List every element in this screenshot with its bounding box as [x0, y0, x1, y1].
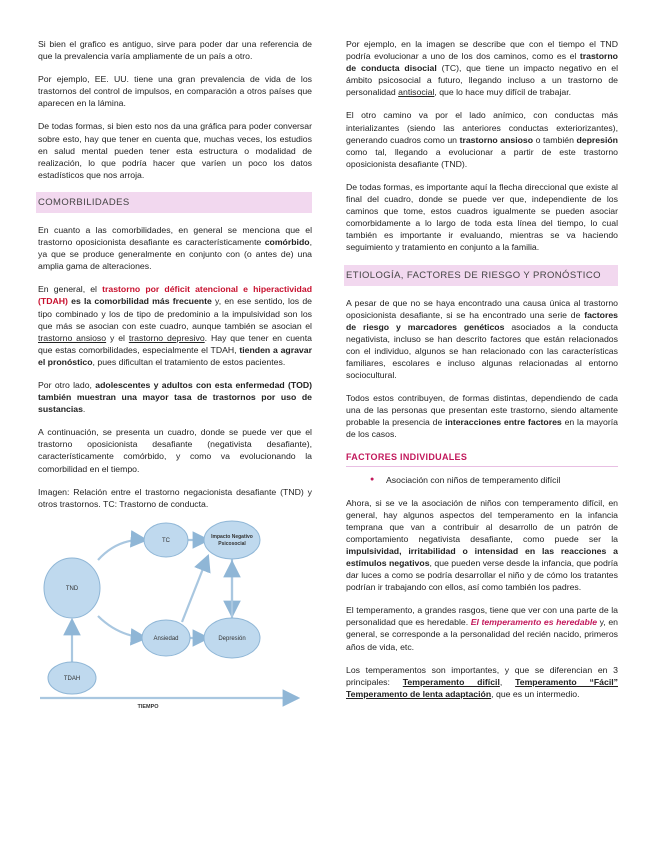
paragraph: Todos estos contribuyen, de formas distintas, dependiendo de cada una de las personas que presentan este trastorno, siendo altamente probable la presencia de interacciones entre factores en la mayoría de los casos. [346, 393, 618, 440]
left-column [38, 38, 312, 708]
arrow-tnd-tc [98, 540, 146, 560]
arrow-tnd-ansiedad [98, 616, 146, 638]
paragraph: Por ejemplo, EE. UU. tiene una gran prevalencia de vida de los trastornos del control de impulsos, en comparación a otros países que aparecen en la lámina. [38, 74, 312, 109]
node-label: Psicosocial [218, 540, 246, 547]
paragraph: El otro camino va por el lado anímico, con conductas más interializantes (siendo las anteriores conductas exteriorizantes), generando cuadros como un trastorno ansioso o también depresión como tal, llegando a evolucionar a partir de este trastorno oposicionista desafiante (TND). [346, 110, 618, 169]
node-label: TDAH [63, 675, 81, 682]
paragraph: Los temperamentos son importantes, y que se diferencian en 3 principales: Temperamento difícil, Temperamento “Fácil” Temperamento de lenta adaptación, que es un intermedio. [346, 664, 619, 699]
paragraph: A continuación, se presenta un cuadro, donde se puede ver que el trastorno oposicionista desafiante (negativista desafiante), característicamente comórbido, y como va evolucionando la comorbilidad en el tiempo. [38, 427, 312, 474]
node-label: TND [65, 585, 79, 592]
paragraph: De todas formas, es importante aquí la flecha direccional que existe al final del cuadro, donde se puede ver que, independiente de los caminos que tome, estos cuadros igualmente se pueden asociar comorbidamente a lo largo de toda esta línea del tiempo, lo cual también es importante ir evaluando, mientras se va haciendo seguimiento y tratamiento en conjunto a la familia. [346, 181, 618, 253]
comorbidity-diagram [38, 518, 308, 708]
paragraph: Si bien el grafico es antiguo, sirve para poder dar una referencia de que la prevalencia varía ampliamente de un país a otro. [38, 39, 312, 62]
arrow-ansiedad-impacto [182, 556, 208, 622]
node-label: Depresión [218, 635, 246, 642]
paragraph: Ahora, si se ve la asociación de niños con temperamento difícil, en general, hay algunos aspectos del temperamento en la infancia temprana que van a contribuir al desarrollo de un patrón de comportamiento negativista desafiante, como puede ser la impulsividad, irritabilidad o intensidad en las reacciones a estímulos negativos, que pueden verse desde la infancia, que podría dar luces a como se podría desarrollar el niño y de cómo los tratantes podrían ir trabajando con ellos, así como también los padres. [346, 497, 618, 593]
paragraph: En cuanto a las comorbilidades, en general se menciona que el trastorno oposicionista desafiante es característicamente comórbido, ya que se produce generalmente en conjunto con (o antes de) una amplia gama de alteraciones. [38, 224, 312, 272]
subsection-heading: FACTORES INDIVIDUALES [346, 452, 618, 467]
section-heading-comorbilidades: COMORBILIDADES [36, 192, 312, 213]
timeline-label: TIEMPO [137, 703, 159, 708]
image-caption: Imagen: Relación entre el trastorno negacionista desafiante (TND) y otros trastornos. TC: Trastorno de conducta. [38, 486, 312, 509]
bullet-list [346, 474, 618, 486]
node-label: TC [162, 537, 170, 544]
node-label: Impacto Negativo [211, 533, 253, 540]
section-heading-etiologia: ETIOLOGÍA, FACTORES DE RIESGO Y PRONÓSTICO [344, 265, 618, 286]
paragraph: En general, el trastorno por déficit atencional e hiperactividad (TDAH) es la comorbilidad más frecuente y, en ese sentido, los de tipo combinado y los de tipo de predominio a la impulsividad son los que más se asocian con este cuadro, aunque también se asocian el trastorno ansioso y el trastorno depresivo. Hay que tener en cuenta que estas comorbilidades, especialmente el TDAH, tienden a agravar el pronóstico, pues dificultan el tratamiento de estos pacientes. [38, 284, 312, 367]
paragraph: Por otro lado, adolescentes y adultos con esta enfermedad (TOD) también muestran una mayor tasa de trastornos por uso de sustancias. [38, 379, 312, 415]
right-column [346, 38, 618, 700]
node-label: Ansiedad [153, 635, 179, 642]
node-impacto [204, 521, 260, 559]
paragraph: De todas formas, si bien esto nos da una gráfica para poder conversar sobre esto, hay que tener en cuenta que, muchas veces, los estudios en salud mental pueden tener esta estructura o modalidad de realización, lo que podría hacer que varíen un poco los datos estadísticos que nos arroja. [38, 121, 312, 180]
paragraph: Por ejemplo, en la imagen se describe que con el tiempo el TND podría evolucionar a uno de los dos caminos, como es el trastorno de conducta disocial (TC), que tiene un impacto negativo en el ámbito psicosocial a futuro, llegando incluso a un trastorno de personalidad antisocial, que lo hace muy difícil de trabajar. [346, 39, 618, 98]
paragraph: A pesar de que no se haya encontrado una causa única al trastorno oposicionista desafiante, si se ha encontrado una serie de factores de riesgo y marcadores genéticos asociados a la conducta negativista, incluso se han descrito factores que están relacionados con el individuo, algunos se han relacionado con las características familiares, escolares e incluso algunas relacionadas al entorno sociocultural. [346, 297, 618, 381]
list-item: ● Asociación con niños de temperamento difícil [386, 474, 618, 486]
paragraph: El temperamento, a grandes rasgos, tiene que ver con una parte de la personalidad que es heredable. El temperamento es heredable y, en general, se corresponde a la personalidad del recién nacido, primeros años de vida, etc. [346, 605, 619, 652]
